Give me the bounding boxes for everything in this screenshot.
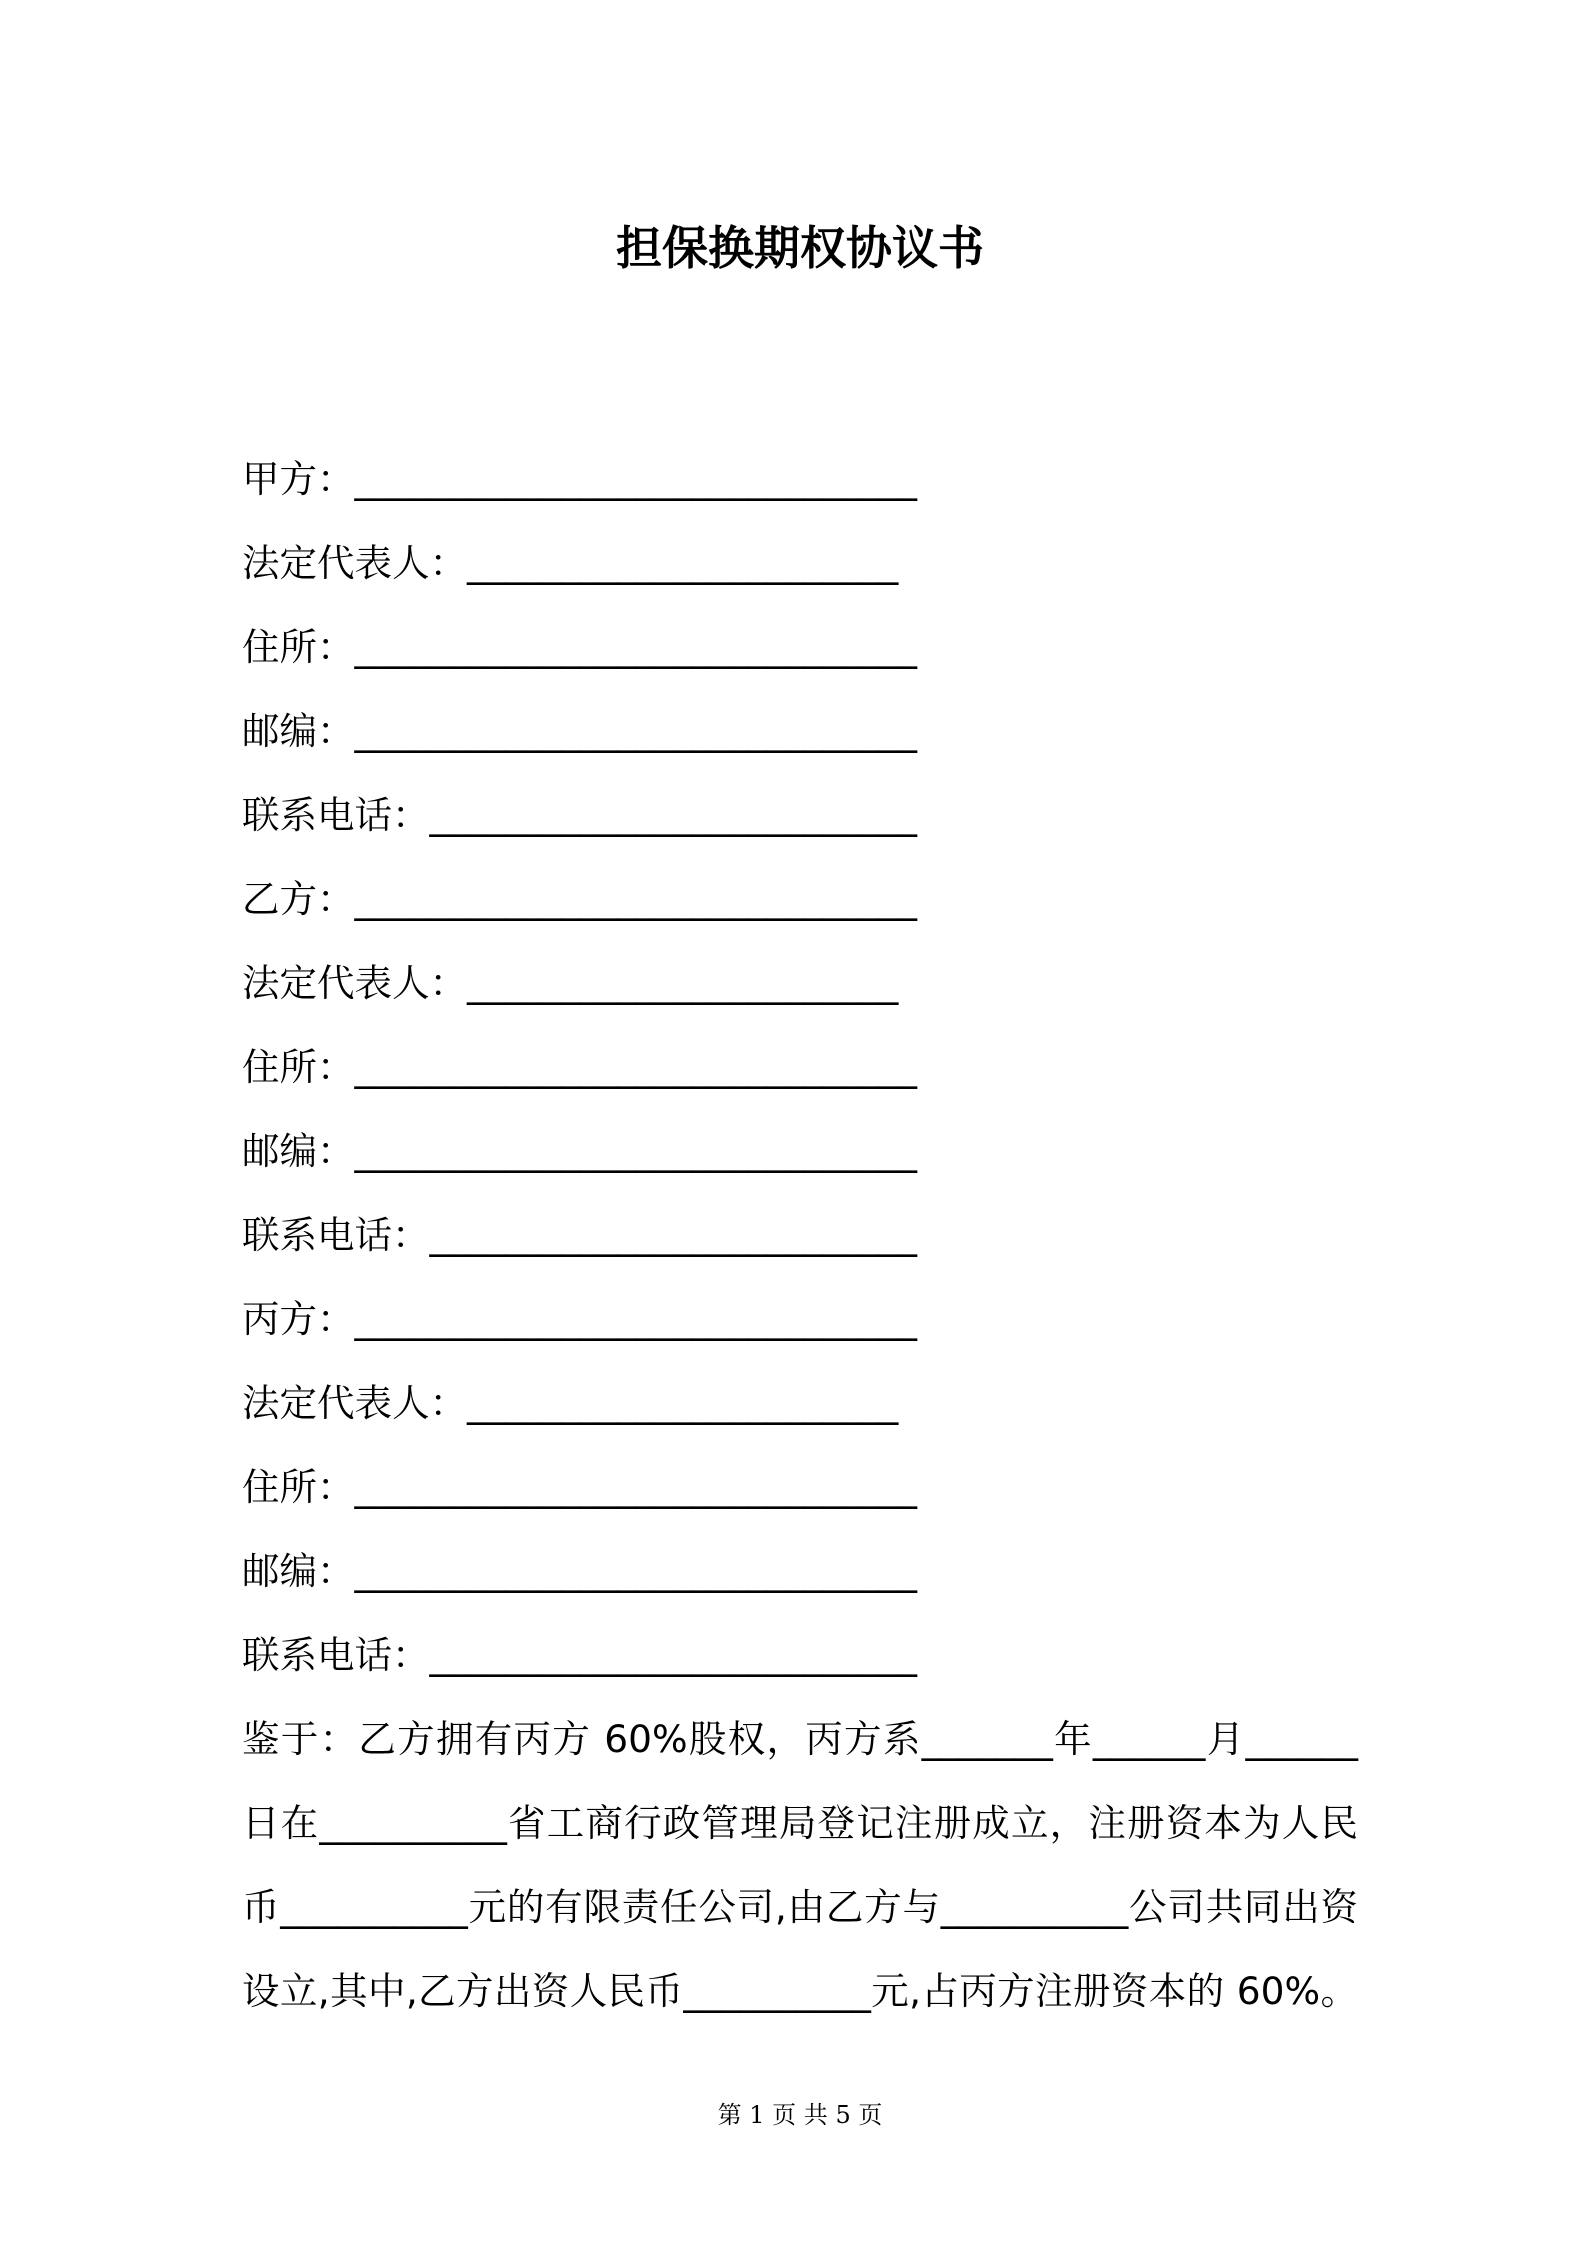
party-c-legal-rep-label: 法定代表人： [242, 1381, 467, 1425]
party-c-name-line [242, 1277, 1358, 1361]
party-b-legal-rep-line [242, 941, 1358, 1025]
party-a-phone-blank: __________________________ [429, 793, 917, 837]
party-b-address-blank: ______________________________ [354, 1045, 917, 1089]
party-c-name-blank: ______________________________ [354, 1297, 917, 1341]
party-a-name-blank: ______________________________ [354, 457, 917, 501]
recital-paragraph [242, 1697, 1358, 2033]
party-a-legal-rep-label: 法定代表人： [242, 541, 467, 585]
party-a-postcode-blank: ______________________________ [354, 709, 917, 753]
party-c-address-blank: ______________________________ [354, 1465, 917, 1509]
party-b-name-blank: ______________________________ [354, 877, 917, 921]
party-b-legal-rep-blank: _______________________ [467, 961, 899, 1005]
party-a-postcode-label: 邮编： [242, 709, 355, 753]
party-a-legal-rep-blank: _______________________ [467, 541, 899, 585]
party-c-phone-blank: __________________________ [429, 1633, 917, 1677]
recital-line-1: 鉴于：乙方拥有丙方 60%股权，丙方系_______年______月______ [242, 1717, 1358, 1761]
party-c-name-label: 丙方： [242, 1297, 355, 1341]
party-a-legal-rep-line [242, 521, 1358, 605]
party-a-phone-line [242, 773, 1358, 857]
document-body [242, 437, 1358, 2033]
document-title: 担保换期权协议书 [616, 221, 984, 275]
party-a-name-label: 甲方： [242, 457, 355, 501]
party-b-phone-blank: __________________________ [429, 1213, 917, 1257]
party-a-address-line [242, 605, 1358, 689]
recital-line-3: 币__________元的有限责任公司,由乙方与__________公司共同出资 [242, 1885, 1358, 1929]
party-c-postcode-label: 邮编： [242, 1549, 355, 1593]
party-b-name-line [242, 857, 1358, 941]
party-b-postcode-label: 邮编： [242, 1129, 355, 1173]
recital-line-2: 日在__________省工商行政管理局登记注册成立，注册资本为人民 [242, 1801, 1358, 1845]
recital-line-4: 设立,其中,乙方出资人民币__________元,占丙方注册资本的 60%。 [242, 1969, 1358, 2013]
party-a-phone-label: 联系电话： [242, 793, 430, 837]
party-c-legal-rep-blank: _______________________ [467, 1381, 899, 1425]
party-b-name-label: 乙方： [242, 877, 355, 921]
party-b-block [242, 857, 1358, 1277]
party-c-address-label: 住所： [242, 1465, 355, 1509]
party-a-address-blank: ______________________________ [354, 625, 917, 669]
party-b-postcode-blank: ______________________________ [354, 1129, 917, 1173]
page-number-footer: 第 1 页 共 5 页 [717, 2101, 883, 2129]
party-b-postcode-line [242, 1109, 1358, 1193]
party-c-postcode-line [242, 1529, 1358, 1613]
party-b-address-label: 住所： [242, 1045, 355, 1089]
party-c-postcode-blank: ______________________________ [354, 1549, 917, 1593]
party-a-block [242, 437, 1358, 857]
party-c-address-line [242, 1445, 1358, 1529]
party-c-legal-rep-line [242, 1361, 1358, 1445]
party-a-name-line [242, 437, 1358, 521]
party-a-address-label: 住所： [242, 625, 355, 669]
party-c-phone-label: 联系电话： [242, 1633, 430, 1677]
party-b-phone-line [242, 1193, 1358, 1277]
party-b-address-line [242, 1025, 1358, 1109]
party-b-phone-label: 联系电话： [242, 1213, 430, 1257]
party-b-legal-rep-label: 法定代表人： [242, 961, 467, 1005]
party-c-phone-line [242, 1613, 1358, 1697]
party-a-postcode-line [242, 689, 1358, 773]
party-c-block [242, 1277, 1358, 1697]
